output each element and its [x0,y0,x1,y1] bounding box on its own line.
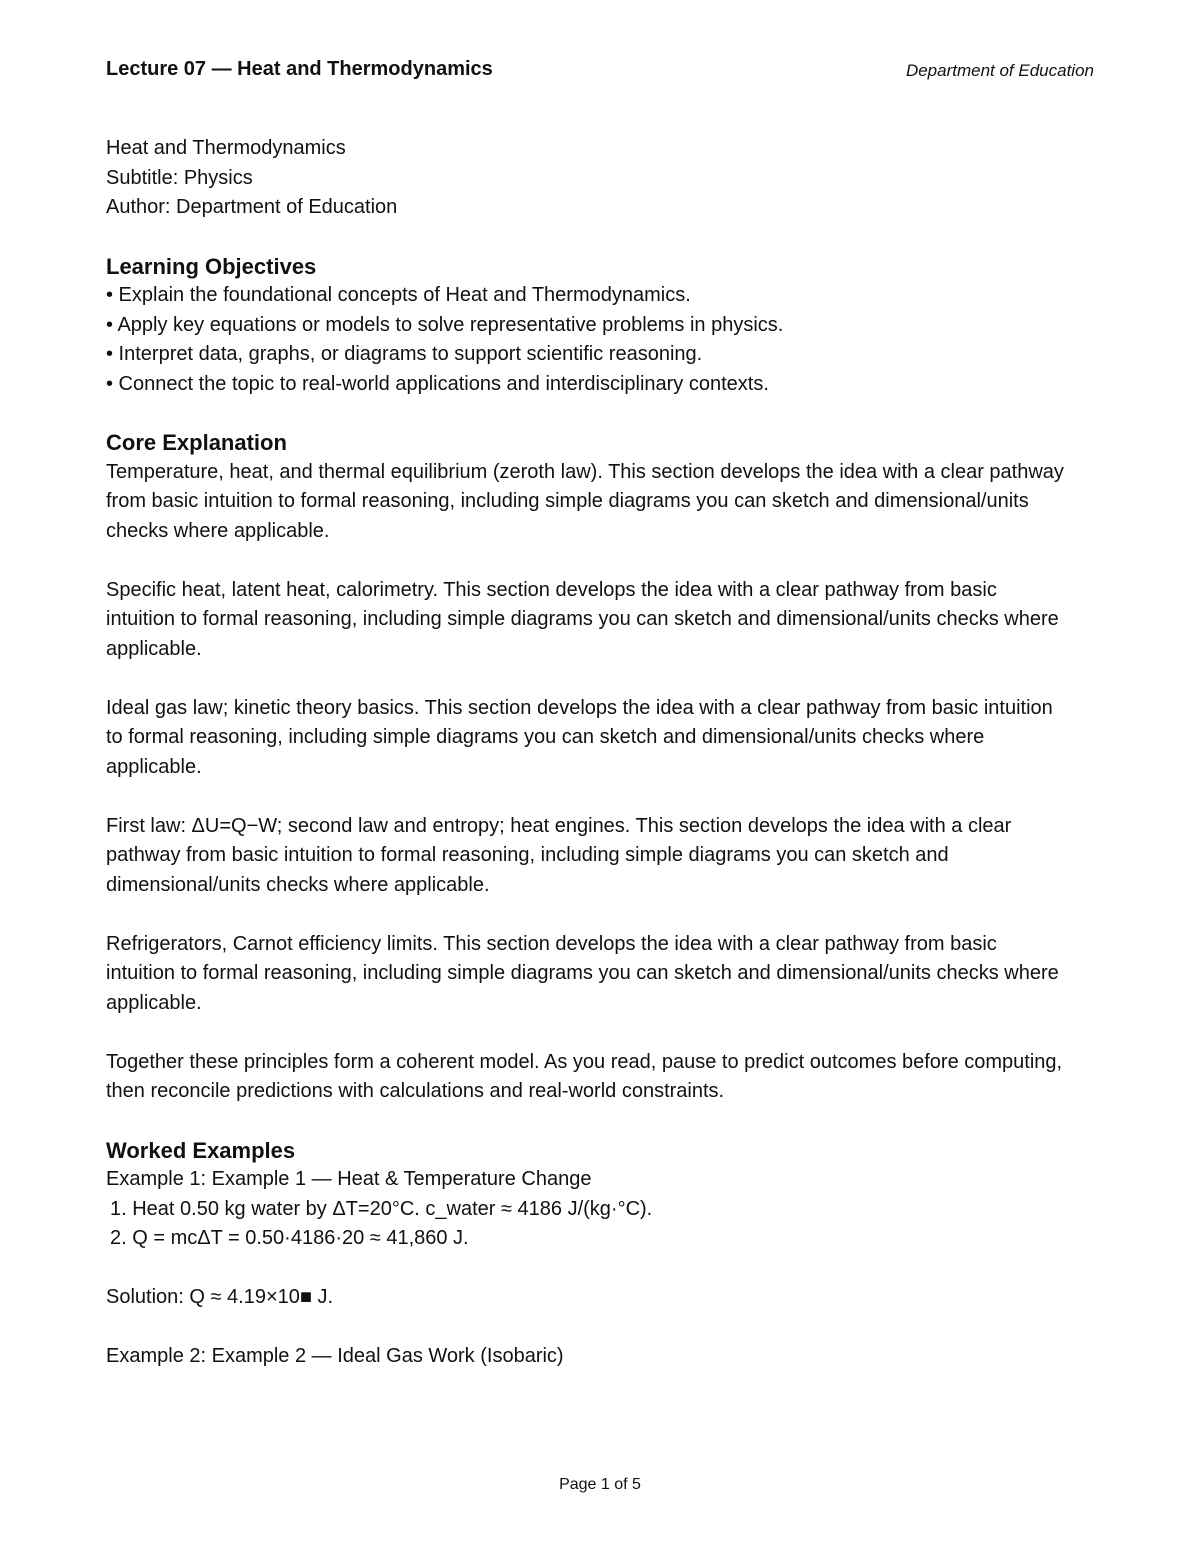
example-solution: Solution: Q ≈ 4.19×10■ J. [106,1286,334,1308]
core-paragraph: Refrigerators, Carnot efficiency limits. This section develops the idea with a clear pathway from basic intuition to formal reasoning, including simple diagrams you can sketch and dimensional/units checks where applicable. [106,932,1059,1014]
header-title: Lecture 07 — Heat and Thermodynamics [106,58,493,80]
document-body [106,134,1066,1372]
objectives-list [106,281,1066,399]
objective-item: • Interpret data, graphs, or diagrams to support scientific reasoning. [106,343,703,365]
document-title: Heat and Thermodynamics [106,137,346,159]
objectives-heading: Learning Objectives [106,253,317,279]
page-number: Page 1 of 5 [559,1476,641,1493]
example-title: Example 2: Example 2 — Ideal Gas Work (Isobaric) [106,1345,564,1367]
examples-heading: Worked Examples [106,1137,296,1163]
example-title: Example 1: Example 1 — Heat & Temperature Change [106,1168,592,1190]
example-step: 2. Q = mcΔT = 0.50·4186·20 ≈ 41,860 J. [110,1227,469,1249]
core-heading: Core Explanation [106,430,287,455]
core-paragraph: Together these principles form a coherent model. As you read, pause to predict outcomes before computing, then reconcile predictions with calculations and real-world constraints. [106,1050,1063,1102]
core-paragraph: Specific heat, latent heat, calorimetry. This section develops the idea with a clear pathway from basic intuition to formal reasoning, including simple diagrams you can sketch and dimensional/units checks where applicable. [106,578,1059,660]
example-step: 1. Heat 0.50 kg water by ΔT=20°C. c_water ≈ 4186 J/(kg·°C). [110,1197,653,1220]
document-subtitle: Subtitle: Physics [106,166,253,189]
page-header [106,58,1094,86]
objective-item: • Connect the topic to real-world applications and interdisciplinary contexts. [106,372,769,395]
header-organization: Department of Education [905,61,1094,80]
core-paragraph: Temperature, heat, and thermal equilibrium (zeroth law). This section develops the idea with a clear pathway from basic intuition to formal reasoning, including simple diagrams you can sketch and dimensional/units checks where applicable. [106,460,1064,542]
document-author: Author: Department of Education [106,196,398,218]
objective-item: • Explain the foundational concepts of Heat and Thermodynamics. [106,284,691,306]
core-paragraph: Ideal gas law; kinetic theory basics. This section develops the idea with a clear pathway from basic intuition to formal reasoning, including simple diagrams you can sketch and dimensional/units checks where applicable. [106,696,1053,778]
objective-item: • Apply key equations or models to solve representative problems in physics. [106,313,784,336]
core-paragraph: First law: ΔU=Q−W; second law and entropy; heat engines. This section develops the idea with a clear pathway from basic intuition to formal reasoning, including simple diagrams you can sketch and dimensional/units checks where applicable. [106,814,1012,896]
